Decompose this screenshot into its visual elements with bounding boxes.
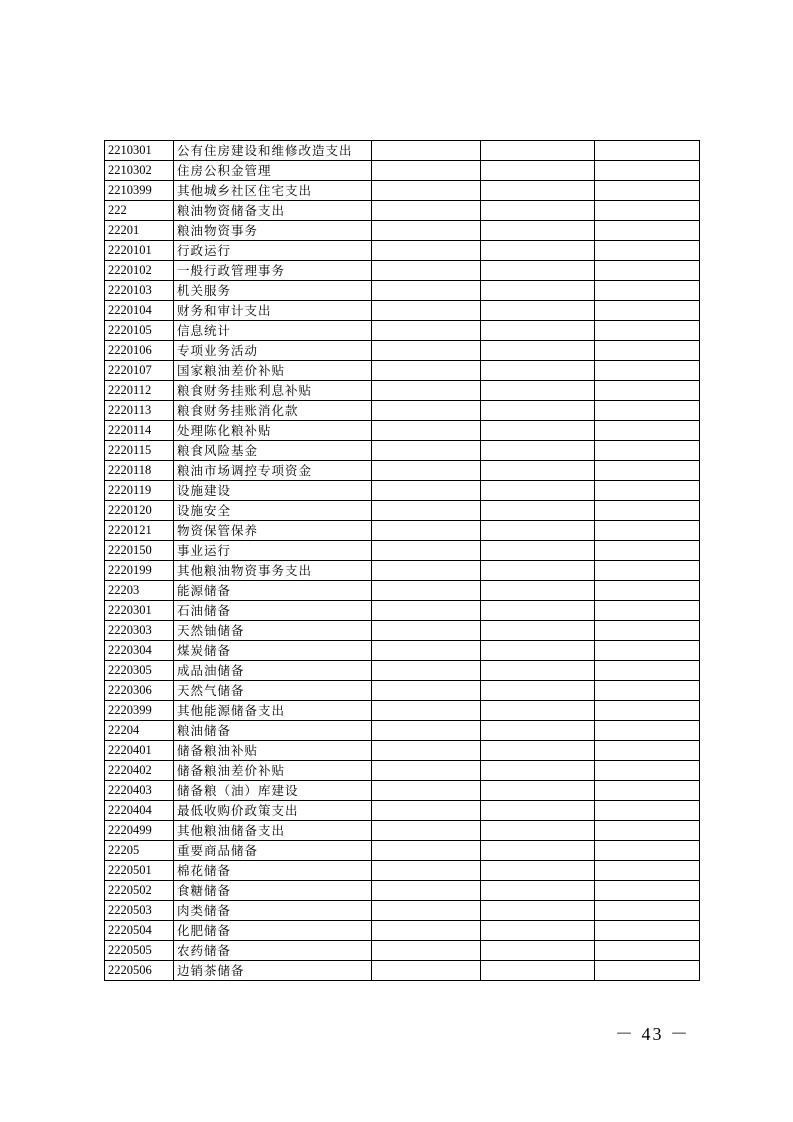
subject-name-cell: 财务和审计支出 <box>174 301 372 321</box>
subject-name-cell: 储备粮油差价补贴 <box>174 761 372 781</box>
empty-value-cell <box>595 301 700 321</box>
table-row <box>105 761 700 781</box>
empty-value-cell <box>481 181 595 201</box>
empty-value-cell <box>372 661 481 681</box>
subject-name-cell: 能源储备 <box>174 581 372 601</box>
subject-name-cell: 设施建设 <box>174 481 372 501</box>
subject-name-cell: 粮食财务挂账消化款 <box>174 401 372 421</box>
table-row <box>105 321 700 341</box>
table-row <box>105 241 700 261</box>
empty-value-cell <box>595 941 700 961</box>
empty-value-cell <box>595 601 700 621</box>
table-row <box>105 161 700 181</box>
empty-value-cell <box>481 661 595 681</box>
subject-code-cell: 2220113 <box>105 401 174 421</box>
empty-value-cell <box>481 301 595 321</box>
table-row <box>105 501 700 521</box>
empty-value-cell <box>595 341 700 361</box>
table-row <box>105 461 700 481</box>
table-row <box>105 201 700 221</box>
subject-name-cell: 行政运行 <box>174 241 372 261</box>
empty-value-cell <box>481 321 595 341</box>
subject-code-cell: 2220403 <box>105 781 174 801</box>
table-row <box>105 181 700 201</box>
empty-value-cell <box>595 861 700 881</box>
subject-name-cell: 其他城乡社区住宅支出 <box>174 181 372 201</box>
subject-name-cell: 储备粮（油）库建设 <box>174 781 372 801</box>
subject-code-cell: 2220106 <box>105 341 174 361</box>
subject-name-cell: 粮油市场调控专项资金 <box>174 461 372 481</box>
subject-code-cell: 2210301 <box>105 141 174 161</box>
empty-value-cell <box>372 341 481 361</box>
empty-value-cell <box>595 321 700 341</box>
subject-name-cell: 住房公积金管理 <box>174 161 372 181</box>
empty-value-cell <box>595 761 700 781</box>
empty-value-cell <box>595 421 700 441</box>
empty-value-cell <box>595 741 700 761</box>
subject-code-cell: 2220103 <box>105 281 174 301</box>
subject-name-cell: 物资保管保养 <box>174 521 372 541</box>
table-row <box>105 821 700 841</box>
empty-value-cell <box>372 641 481 661</box>
empty-value-cell <box>372 201 481 221</box>
empty-value-cell <box>481 961 595 981</box>
empty-value-cell <box>481 621 595 641</box>
empty-value-cell <box>481 281 595 301</box>
empty-value-cell <box>372 501 481 521</box>
empty-value-cell <box>372 561 481 581</box>
empty-value-cell <box>595 841 700 861</box>
empty-value-cell <box>595 581 700 601</box>
empty-value-cell <box>595 201 700 221</box>
subject-code-cell: 2220506 <box>105 961 174 981</box>
empty-value-cell <box>372 181 481 201</box>
empty-value-cell <box>595 401 700 421</box>
subject-name-cell: 化肥储备 <box>174 921 372 941</box>
subject-code-cell: 2220104 <box>105 301 174 321</box>
empty-value-cell <box>372 161 481 181</box>
empty-value-cell <box>481 941 595 961</box>
subject-name-cell: 石油储备 <box>174 601 372 621</box>
table-row <box>105 481 700 501</box>
table-row <box>105 681 700 701</box>
subject-name-cell: 机关服务 <box>174 281 372 301</box>
empty-value-cell <box>372 261 481 281</box>
subject-code-cell: 22201 <box>105 221 174 241</box>
empty-value-cell <box>595 241 700 261</box>
table-row <box>105 381 700 401</box>
empty-value-cell <box>372 801 481 821</box>
table-row <box>105 261 700 281</box>
subject-name-cell: 处理陈化粮补贴 <box>174 421 372 441</box>
empty-value-cell <box>481 701 595 721</box>
subject-name-cell: 专项业务活动 <box>174 341 372 361</box>
subject-code-cell: 2220504 <box>105 921 174 941</box>
empty-value-cell <box>372 141 481 161</box>
empty-value-cell <box>481 761 595 781</box>
subject-code-cell: 2220105 <box>105 321 174 341</box>
empty-value-cell <box>372 281 481 301</box>
empty-value-cell <box>372 761 481 781</box>
subject-name-cell: 棉花储备 <box>174 861 372 881</box>
table-row <box>105 941 700 961</box>
table-row <box>105 961 700 981</box>
subject-name-cell: 重要商品储备 <box>174 841 372 861</box>
subject-code-cell: 22203 <box>105 581 174 601</box>
table-row <box>105 581 700 601</box>
subject-name-cell: 事业运行 <box>174 541 372 561</box>
empty-value-cell <box>372 321 481 341</box>
subject-code-cell: 2220505 <box>105 941 174 961</box>
empty-value-cell <box>481 881 595 901</box>
subject-code-cell: 22204 <box>105 721 174 741</box>
empty-value-cell <box>595 641 700 661</box>
empty-value-cell <box>595 481 700 501</box>
empty-value-cell <box>372 401 481 421</box>
subject-code-cell: 2220306 <box>105 681 174 701</box>
subject-code-cell: 2220401 <box>105 741 174 761</box>
empty-value-cell <box>372 241 481 261</box>
empty-value-cell <box>372 821 481 841</box>
empty-value-cell <box>595 221 700 241</box>
table-row <box>105 781 700 801</box>
empty-value-cell <box>595 161 700 181</box>
empty-value-cell <box>481 521 595 541</box>
subject-code-cell: 2210399 <box>105 181 174 201</box>
empty-value-cell <box>595 501 700 521</box>
table-row <box>105 841 700 861</box>
empty-value-cell <box>595 261 700 281</box>
table-row <box>105 441 700 461</box>
subject-code-cell: 2220101 <box>105 241 174 261</box>
subject-code-cell: 2220118 <box>105 461 174 481</box>
subject-name-cell: 其他粮油物资事务支出 <box>174 561 372 581</box>
subject-name-cell: 煤炭储备 <box>174 641 372 661</box>
empty-value-cell <box>372 481 481 501</box>
empty-value-cell <box>481 581 595 601</box>
subject-code-cell: 2220114 <box>105 421 174 441</box>
empty-value-cell <box>481 141 595 161</box>
empty-value-cell <box>481 501 595 521</box>
subject-code-cell: 2220502 <box>105 881 174 901</box>
empty-value-cell <box>481 541 595 561</box>
empty-value-cell <box>372 441 481 461</box>
table-row <box>105 721 700 741</box>
empty-value-cell <box>481 221 595 241</box>
subject-code-cell: 2220150 <box>105 541 174 561</box>
table-row <box>105 861 700 881</box>
subject-code-cell: 2210302 <box>105 161 174 181</box>
subject-code-cell: 222 <box>105 201 174 221</box>
subject-code-cell: 2220119 <box>105 481 174 501</box>
empty-value-cell <box>595 661 700 681</box>
subject-code-cell: 2220102 <box>105 261 174 281</box>
empty-value-cell <box>595 141 700 161</box>
subject-name-cell: 储备粮油补贴 <box>174 741 372 761</box>
empty-value-cell <box>372 861 481 881</box>
subject-name-cell: 最低收购价政策支出 <box>174 801 372 821</box>
empty-value-cell <box>372 881 481 901</box>
table-row <box>105 561 700 581</box>
empty-value-cell <box>595 701 700 721</box>
table-row <box>105 141 700 161</box>
empty-value-cell <box>372 781 481 801</box>
subject-code-cell: 2220399 <box>105 701 174 721</box>
empty-value-cell <box>372 601 481 621</box>
table-row <box>105 401 700 421</box>
empty-value-cell <box>372 841 481 861</box>
table-row <box>105 741 700 761</box>
empty-value-cell <box>481 861 595 881</box>
table-row <box>105 281 700 301</box>
empty-value-cell <box>595 821 700 841</box>
table-row <box>105 901 700 921</box>
subject-code-cell: 2220301 <box>105 601 174 621</box>
subject-code-cell: 2220304 <box>105 641 174 661</box>
empty-value-cell <box>481 481 595 501</box>
subject-code-cell: 2220199 <box>105 561 174 581</box>
table-row <box>105 521 700 541</box>
subject-name-cell: 天然气储备 <box>174 681 372 701</box>
empty-value-cell <box>481 781 595 801</box>
empty-value-cell <box>372 381 481 401</box>
empty-value-cell <box>481 241 595 261</box>
empty-value-cell <box>595 281 700 301</box>
empty-value-cell <box>595 381 700 401</box>
table-body <box>105 141 700 981</box>
empty-value-cell <box>481 261 595 281</box>
empty-value-cell <box>481 361 595 381</box>
empty-value-cell <box>372 961 481 981</box>
table-row <box>105 801 700 821</box>
table-row <box>105 361 700 381</box>
empty-value-cell <box>372 361 481 381</box>
subject-code-cell: 2220501 <box>105 861 174 881</box>
subject-code-cell: 2220303 <box>105 621 174 641</box>
empty-value-cell <box>595 561 700 581</box>
subject-code-cell: 2220115 <box>105 441 174 461</box>
empty-value-cell <box>595 921 700 941</box>
empty-value-cell <box>372 541 481 561</box>
subject-name-cell: 公有住房建设和维修改造支出 <box>174 141 372 161</box>
empty-value-cell <box>481 901 595 921</box>
empty-value-cell <box>372 521 481 541</box>
empty-value-cell <box>595 961 700 981</box>
table-row <box>105 601 700 621</box>
empty-value-cell <box>372 621 481 641</box>
empty-value-cell <box>595 781 700 801</box>
empty-value-cell <box>595 441 700 461</box>
empty-value-cell <box>481 561 595 581</box>
empty-value-cell <box>481 401 595 421</box>
empty-value-cell <box>595 461 700 481</box>
subject-name-cell: 粮油物资储备支出 <box>174 201 372 221</box>
subject-name-cell: 粮油储备 <box>174 721 372 741</box>
subject-code-cell: 2220503 <box>105 901 174 921</box>
empty-value-cell <box>372 581 481 601</box>
empty-value-cell <box>595 181 700 201</box>
empty-value-cell <box>372 221 481 241</box>
empty-value-cell <box>372 461 481 481</box>
empty-value-cell <box>595 541 700 561</box>
subject-code-cell: 2220120 <box>105 501 174 521</box>
subject-name-cell: 粮食风险基金 <box>174 441 372 461</box>
empty-value-cell <box>372 941 481 961</box>
empty-value-cell <box>481 741 595 761</box>
empty-value-cell <box>595 521 700 541</box>
subject-name-cell: 食糖储备 <box>174 881 372 901</box>
empty-value-cell <box>481 801 595 821</box>
subject-name-cell: 边销茶储备 <box>174 961 372 981</box>
empty-value-cell <box>595 361 700 381</box>
empty-value-cell <box>595 881 700 901</box>
subject-code-cell: 2220305 <box>105 661 174 681</box>
empty-value-cell <box>481 721 595 741</box>
empty-value-cell <box>481 921 595 941</box>
subject-name-cell: 其他能源储备支出 <box>174 701 372 721</box>
table-row <box>105 921 700 941</box>
empty-value-cell <box>481 341 595 361</box>
empty-value-cell <box>481 841 595 861</box>
page-number: － 43 － <box>615 1024 690 1044</box>
empty-value-cell <box>481 421 595 441</box>
empty-value-cell <box>481 461 595 481</box>
subject-name-cell: 设施安全 <box>174 501 372 521</box>
empty-value-cell <box>481 681 595 701</box>
table-row <box>105 621 700 641</box>
empty-value-cell <box>481 601 595 621</box>
empty-value-cell <box>372 901 481 921</box>
subject-name-cell: 肉类储备 <box>174 901 372 921</box>
subject-name-cell: 农药储备 <box>174 941 372 961</box>
subject-name-cell: 成品油储备 <box>174 661 372 681</box>
table-row <box>105 661 700 681</box>
empty-value-cell <box>595 681 700 701</box>
empty-value-cell <box>481 161 595 181</box>
subject-code-cell: 2220402 <box>105 761 174 781</box>
empty-value-cell <box>481 201 595 221</box>
empty-value-cell <box>595 801 700 821</box>
table-row <box>105 341 700 361</box>
table-row <box>105 221 700 241</box>
table-row <box>105 421 700 441</box>
table-row <box>105 641 700 661</box>
empty-value-cell <box>595 621 700 641</box>
empty-value-cell <box>595 901 700 921</box>
empty-value-cell <box>481 441 595 461</box>
table-row <box>105 301 700 321</box>
empty-value-cell <box>372 741 481 761</box>
table-row <box>105 881 700 901</box>
subject-name-cell: 粮食财务挂账利息补贴 <box>174 381 372 401</box>
empty-value-cell <box>372 921 481 941</box>
subject-code-cell: 22205 <box>105 841 174 861</box>
empty-value-cell <box>481 641 595 661</box>
subject-name-cell: 一般行政管理事务 <box>174 261 372 281</box>
empty-value-cell <box>372 421 481 441</box>
subject-name-cell: 其他粮油储备支出 <box>174 821 372 841</box>
table-row <box>105 541 700 561</box>
empty-value-cell <box>481 821 595 841</box>
subject-name-cell: 国家粮油差价补贴 <box>174 361 372 381</box>
empty-value-cell <box>372 681 481 701</box>
subject-name-cell: 粮油物资事务 <box>174 221 372 241</box>
empty-value-cell <box>372 301 481 321</box>
subject-name-cell: 天然铀储备 <box>174 621 372 641</box>
budget-table <box>104 140 700 981</box>
subject-code-cell: 2220499 <box>105 821 174 841</box>
empty-value-cell <box>481 381 595 401</box>
subject-code-cell: 2220112 <box>105 381 174 401</box>
empty-value-cell <box>372 701 481 721</box>
subject-code-cell: 2220121 <box>105 521 174 541</box>
empty-value-cell <box>595 721 700 741</box>
subject-code-cell: 2220107 <box>105 361 174 381</box>
subject-name-cell: 信息统计 <box>174 321 372 341</box>
table-row <box>105 701 700 721</box>
empty-value-cell <box>372 721 481 741</box>
subject-code-cell: 2220404 <box>105 801 174 821</box>
